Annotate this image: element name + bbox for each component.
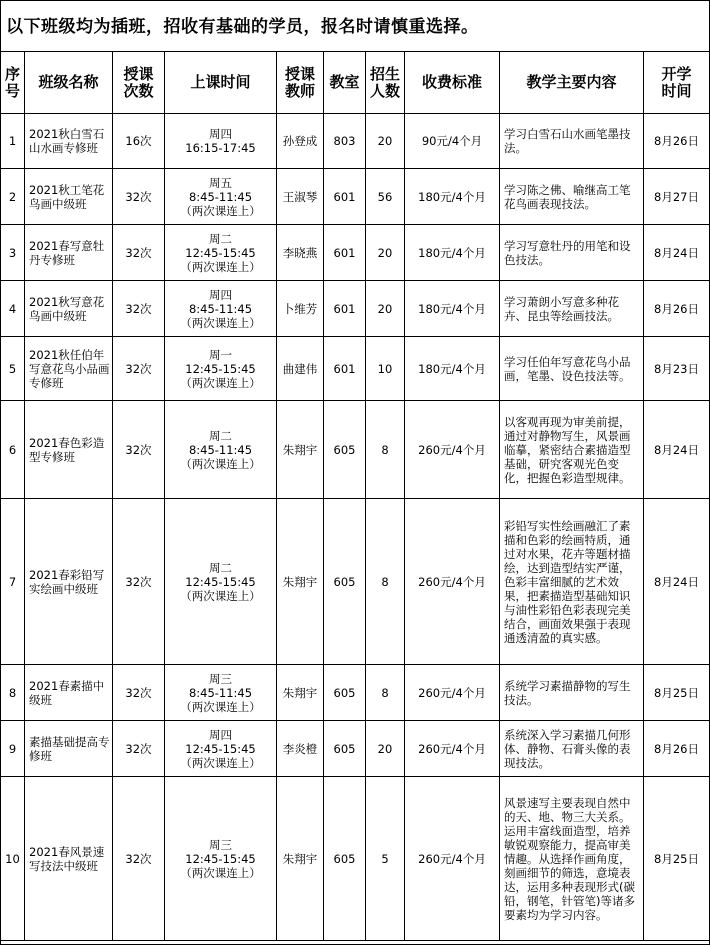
row-enrollment: 20 [366,721,405,777]
row-fee: 180元/4个月 [405,225,500,281]
col-header-teacher: 授课 教师 [277,52,324,114]
row-start-date: 8月25日 [644,777,710,941]
row-class-name: 2021秋白雪石山水画专修班 [25,114,113,169]
row-enrollment: 8 [366,499,405,665]
row-class-name: 2021春素描中级班 [25,665,113,721]
row-time: 周二 12:45-15:45 （两次课连上） [165,499,277,665]
row-content: 系统深入学习素描几何形体、静物、石膏头像的表现技法。 [500,721,644,777]
row-sessions: 32次 [113,281,165,337]
row-fee: 260元/4个月 [405,499,500,665]
row-seq: 3 [1,225,25,281]
row-start-date: 8月23日 [644,337,710,401]
row-seq: 4 [1,281,25,337]
row-teacher: 王淑琴 [277,169,324,225]
col-header-fee: 收费标准 [405,52,500,114]
row-class-name: 素描基础提高专修班 [25,721,113,777]
row-teacher: 李炎橙 [277,721,324,777]
row-sessions: 32次 [113,499,165,665]
col-header-class-name: 班级名称 [25,52,113,114]
row-sessions: 32次 [113,337,165,401]
row-start-date: 8月25日 [644,665,710,721]
row-teacher: 朱翔宇 [277,777,324,941]
row-sessions: 32次 [113,401,165,499]
row-enrollment: 20 [366,114,405,169]
row-room: 601 [324,337,366,401]
row-enrollment: 20 [366,225,405,281]
row-sessions: 32次 [113,665,165,721]
row-teacher: 朱翔宇 [277,665,324,721]
row-room: 601 [324,225,366,281]
row-teacher: 朱翔宇 [277,499,324,665]
row-seq: 9 [1,721,25,777]
row-class-name: 2021秋工笔花鸟画中级班 [25,169,113,225]
row-start-date: 8月26日 [644,721,710,777]
row-time: 周五 8:45-11:45 （两次课连上） [165,169,277,225]
table-row [1,777,710,941]
table-row [1,665,710,721]
col-header-start: 开学 时间 [644,52,710,114]
row-sessions: 32次 [113,777,165,941]
class-schedule-table [0,51,710,941]
row-content: 学习白雪石山水画笔墨技法。 [500,114,644,169]
row-seq: 6 [1,401,25,499]
row-enrollment: 56 [366,169,405,225]
row-content: 学习写意牡丹的用笔和设色技法。 [500,225,644,281]
row-time: 周二 12:45-15:45 （两次课连上） [165,225,277,281]
row-fee: 260元/4个月 [405,777,500,941]
row-content: 学习陈之佛、喻继高工笔花鸟画表现技法。 [500,169,644,225]
row-seq: 8 [1,665,25,721]
row-class-name: 2021春写意牡丹专修班 [25,225,113,281]
row-start-date: 8月24日 [644,401,710,499]
col-header-enrollment: 招生 人数 [366,52,405,114]
row-seq: 2 [1,169,25,225]
row-time: 周三 12:45-15:45 （两次课连上） [165,777,277,941]
page-title: 以下班级均为插班，招收有基础的学员，报名时请慎重选择。 [6,17,479,37]
header-row [1,52,710,114]
row-enrollment: 10 [366,337,405,401]
row-fee: 180元/4个月 [405,169,500,225]
row-enrollment: 8 [366,401,405,499]
row-teacher: 李晓燕 [277,225,324,281]
row-room: 601 [324,169,366,225]
row-room: 803 [324,114,366,169]
row-content: 风景速写主要表现自然中的天、地、物三大关系。运用丰富线面造型，培养敏锐观察能力，提高审美情趣。从选择作画角度，刻画细节的筛选，意境表达，运用多种表现形式(碳铅，钢笔，针管笔)等诸多要素均为学习内容。 [500,777,644,941]
col-header-content: 教学主要内容 [500,52,644,114]
row-sessions: 32次 [113,169,165,225]
table-row [1,225,710,281]
row-content: 彩铅写实性绘画融汇了素描和色彩的绘画特质，通过对水果，花卉等题材描绘，达到造型结实严谨，色彩丰富细腻的艺术效果，把素描造型基础知识与油性彩铅色彩表现完美结合，画面效果强于表现通透清盈的真实感。 [500,499,644,665]
col-header-seq: 序 号 [1,52,25,114]
row-fee: 260元/4个月 [405,665,500,721]
row-fee: 180元/4个月 [405,281,500,337]
table-row [1,169,710,225]
row-time: 周四 12:45-15:45 （两次课连上） [165,721,277,777]
row-seq: 5 [1,337,25,401]
col-header-sessions: 授课 次数 [113,52,165,114]
row-start-date: 8月26日 [644,114,710,169]
table-row [1,281,710,337]
row-fee: 260元/4个月 [405,721,500,777]
row-enrollment: 20 [366,281,405,337]
row-teacher: 卜维芳 [277,281,324,337]
row-content: 系统学习素描静物的写生技法。 [500,665,644,721]
row-content: 以客观再现为审美前提，通过对静物写生，风景画临摹，紧密结合素描造型基础，研究客观光色变化，把握色彩造型规律。 [500,401,644,499]
table-row [1,721,710,777]
row-start-date: 8月24日 [644,499,710,665]
row-class-name: 2021春色彩造型专修班 [25,401,113,499]
row-sessions: 32次 [113,225,165,281]
table-row [1,401,710,499]
row-time: 周四 16:15-17:45 [165,114,277,169]
row-fee: 260元/4个月 [405,401,500,499]
row-seq: 10 [1,777,25,941]
table-row [1,499,710,665]
col-header-time: 上课时间 [165,52,277,114]
row-class-name: 2021春风景速写技法中级班 [25,777,113,941]
row-start-date: 8月24日 [644,225,710,281]
row-seq: 7 [1,499,25,665]
row-enrollment: 8 [366,665,405,721]
row-time: 周一 12:45-15:45 （两次课连上） [165,337,277,401]
row-fee: 180元/4个月 [405,337,500,401]
row-sessions: 32次 [113,721,165,777]
row-time: 周三 8:45-11:45 （两次课连上） [165,665,277,721]
row-class-name: 2021秋写意花鸟画中级班 [25,281,113,337]
row-seq: 1 [1,114,25,169]
row-content: 学习任伯年写意花鸟小品画，笔墨、设色技法等。 [500,337,644,401]
row-teacher: 朱翔宇 [277,401,324,499]
row-room: 605 [324,401,366,499]
row-room: 605 [324,721,366,777]
row-time: 周二 8:45-11:45 （两次课连上） [165,401,277,499]
row-sessions: 16次 [113,114,165,169]
row-time: 周四 8:45-11:45 （两次课连上） [165,281,277,337]
col-header-room: 教室 [324,52,366,114]
row-teacher: 孙登成 [277,114,324,169]
row-class-name: 2021秋任伯年写意花鸟小品画专修班 [25,337,113,401]
row-content: 学习萧朗小写意多种花卉、昆虫等绘画技法。 [500,281,644,337]
row-enrollment: 5 [366,777,405,941]
row-start-date: 8月26日 [644,281,710,337]
table-row [1,114,710,169]
row-room: 605 [324,665,366,721]
row-teacher: 曲建伟 [277,337,324,401]
row-class-name: 2021春彩铅写实绘画中级班 [25,499,113,665]
table-row [1,337,710,401]
row-start-date: 8月27日 [644,169,710,225]
row-room: 605 [324,777,366,941]
row-fee: 90元/4个月 [405,114,500,169]
row-room: 601 [324,281,366,337]
row-room: 605 [324,499,366,665]
